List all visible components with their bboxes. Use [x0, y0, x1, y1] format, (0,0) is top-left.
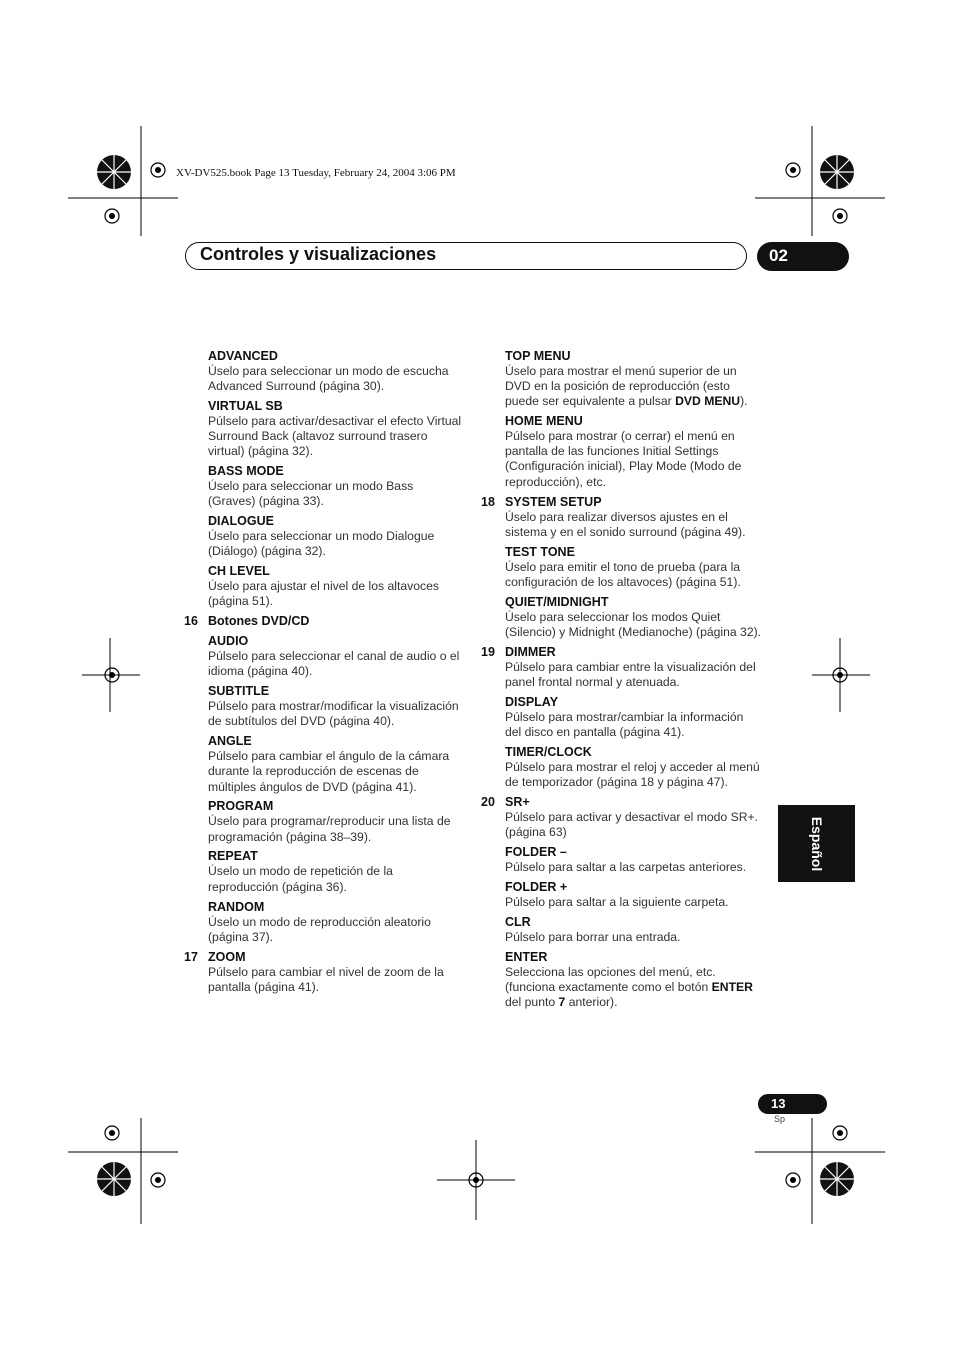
control-name — [505, 349, 763, 364]
control-name-text: FOLDER – — [505, 845, 567, 860]
control-entry — [208, 634, 464, 680]
control-name-text: DIALOGUE — [208, 514, 274, 529]
control-description — [505, 760, 763, 791]
control-entry — [184, 614, 464, 629]
description-text: Úselo para seleccionar un modo Dialogue (Diálogo) (página 32). — [208, 529, 435, 559]
description-text: Selecciona las opciones del menú, etc. (funciona exactamente como el botón — [505, 964, 716, 994]
control-entry — [208, 399, 464, 460]
description-text: Púlselo para seleccionar el canal de audio o el idioma (página 40). — [208, 648, 460, 679]
control-name — [208, 799, 464, 814]
control-description — [505, 560, 763, 591]
control-entry — [505, 745, 763, 791]
description-text: Púlselo para cambiar el ángulo de la cámara durante la reproducción de escenas de múltiples ángulos de DVD (página 41). — [208, 748, 450, 794]
control-description — [505, 965, 763, 1011]
control-name — [208, 734, 464, 749]
control-entry — [505, 414, 763, 490]
control-name — [505, 545, 763, 560]
description-text: Púlselo para activar y desactivar el modo SR+. (página 63) — [505, 810, 759, 840]
description-text: Úselo un modo de repetición de la reproducción (página 36). — [208, 864, 393, 894]
description-text: Úselo para programar/reproducir una lista de programación (página 38–39). — [208, 814, 451, 844]
description-text: Púlselo para mostrar (o cerrar) el menú en pantalla de las funciones Initial Settings (Configuración inicial), Play Mode (Modo de reproducción), etc. — [505, 428, 742, 489]
control-name — [208, 464, 464, 479]
control-description — [208, 529, 464, 560]
description-text: Púlselo para saltar a las carpetas anteriores. — [505, 860, 747, 875]
control-name-text: SR+ — [505, 795, 530, 810]
control-name-text: TOP MENU — [505, 348, 571, 363]
control-name — [208, 564, 464, 579]
control-name — [208, 399, 464, 414]
control-name — [481, 795, 763, 810]
control-description — [505, 510, 763, 541]
description-text: Púlselo para borrar una entrada. — [505, 929, 681, 944]
control-description — [505, 429, 763, 490]
control-entry — [208, 464, 464, 510]
control-entry — [208, 349, 464, 395]
control-entry — [505, 880, 763, 910]
control-name-text: ENTER — [505, 949, 548, 964]
control-name — [208, 849, 464, 864]
description-text: Púlselo para saltar a la siguiente carpeta. — [505, 895, 729, 910]
control-name-text: SUBTITLE — [208, 683, 270, 698]
item-number: 17 — [184, 949, 198, 964]
control-name-text: PROGRAM — [208, 799, 274, 814]
control-name-text: DISPLAY — [505, 694, 559, 709]
description-text: Úselo para seleccionar un modo de escucha Advanced Surround (página 30). — [208, 363, 449, 393]
chapter-number: 02 — [757, 242, 849, 271]
control-description — [208, 814, 464, 845]
control-name-text: TIMER/CLOCK — [505, 745, 592, 760]
page-title: Controles y visualizaciones — [200, 244, 437, 264]
control-entry — [184, 949, 464, 996]
control-name — [505, 845, 763, 860]
description-text: Púlselo para cambiar el nivel de zoom de la pantalla (página 41). — [208, 964, 444, 994]
description-text: Úselo para seleccionar un modo Bass (Graves) (página 33). — [208, 478, 414, 509]
control-description — [505, 895, 763, 910]
control-name — [505, 950, 763, 965]
control-entry — [208, 900, 464, 946]
control-entry — [505, 349, 763, 410]
control-name-text: RANDOM — [208, 899, 265, 914]
control-name-text: ANGLE — [208, 733, 252, 748]
control-entry — [208, 684, 464, 730]
control-name-text: BASS MODE — [208, 463, 284, 478]
control-name-text: CLR — [505, 914, 531, 929]
control-entry — [505, 595, 763, 641]
control-name — [505, 595, 763, 610]
left-column — [184, 344, 464, 995]
control-entry — [481, 795, 763, 841]
printer-info-line: XV-DV525.book Page 13 Tuesday, February 24, 2004 3:06 PM — [176, 167, 456, 179]
control-description — [208, 864, 464, 895]
control-description — [505, 364, 763, 410]
control-name — [505, 745, 763, 760]
control-description — [505, 930, 763, 945]
control-name-text: FOLDER + — [505, 880, 568, 895]
control-name — [505, 695, 763, 710]
control-description — [208, 649, 464, 680]
language-tab — [778, 805, 855, 882]
control-name-text: TEST TONE — [505, 544, 575, 559]
right-column — [481, 344, 763, 1011]
control-name-text: ADVANCED — [208, 348, 278, 363]
description-text: Úselo un modo de reproducción aleatorio (página 37). — [208, 914, 431, 944]
page-language-code: Sp — [774, 1114, 786, 1124]
description-text: ). — [740, 394, 748, 409]
control-name-text: AUDIO — [208, 633, 249, 648]
control-name-text: VIRTUAL SB — [208, 398, 283, 413]
control-name — [208, 514, 464, 529]
control-name — [184, 949, 464, 965]
control-entry — [505, 950, 763, 1011]
control-entry — [505, 545, 763, 591]
page-number: 13 — [758, 1094, 827, 1114]
control-name-text: CH LEVEL — [208, 564, 270, 579]
item-number: 16 — [184, 614, 198, 629]
language-label: Español — [808, 816, 825, 871]
control-entry — [505, 915, 763, 945]
control-name — [481, 494, 763, 510]
control-description — [208, 699, 464, 730]
control-name-text: Botones DVD/CD — [208, 614, 310, 629]
description-text: Úselo para seleccionar los modos Quiet (Silencio) y Midnight (Medianoche) (página 32). — [505, 609, 762, 640]
control-name — [505, 880, 763, 895]
control-name-text: DIMMER — [505, 644, 556, 659]
description-text: Úselo para ajustar el nivel de los altavoces (página 51). — [208, 579, 440, 609]
control-name — [208, 349, 464, 364]
description-text: anterior). — [565, 995, 618, 1010]
control-description — [208, 414, 464, 460]
control-entry — [208, 734, 464, 795]
control-description — [208, 579, 464, 610]
description-text: Púlselo para cambiar entre la visualización del panel frontal normal y atenuada. — [505, 659, 756, 690]
description-text: Púlselo para mostrar/modificar la visualización de subtítulos del DVD (página 40). — [208, 698, 459, 729]
control-description — [505, 860, 763, 875]
description-text: Púlselo para activar/desactivar el efecto Virtual Surround Back (altavoz surround trasero virtual) (página 32). — [208, 413, 462, 459]
control-description — [505, 660, 763, 691]
control-name — [184, 614, 464, 629]
description-text: Púlselo para mostrar/cambiar la información del disco en pantalla (página 41). — [505, 709, 744, 740]
control-description — [505, 810, 763, 841]
bold-reference: ENTER — [711, 979, 753, 994]
description-text: Úselo para realizar diversos ajustes en el sistema y en el sonido surround (página 49). — [505, 509, 746, 539]
control-name — [208, 684, 464, 699]
control-name-text: HOME MENU — [505, 413, 583, 428]
control-name — [208, 900, 464, 915]
control-name-text: SYSTEM SETUP — [505, 494, 602, 509]
control-description — [208, 915, 464, 946]
control-description — [208, 364, 464, 395]
control-entry — [481, 644, 763, 691]
item-number: 20 — [481, 795, 495, 810]
control-entry — [208, 799, 464, 845]
control-entry — [505, 695, 763, 741]
control-description — [505, 610, 763, 641]
control-name — [481, 644, 763, 660]
control-name — [505, 915, 763, 930]
control-entry — [208, 564, 464, 610]
item-number: 18 — [481, 494, 495, 509]
description-text: Púlselo para mostrar el reloj y acceder al menú de temporizador (página 18 y página 47). — [505, 760, 760, 790]
control-description — [505, 710, 763, 741]
item-number: 19 — [481, 644, 495, 659]
control-description — [208, 749, 464, 795]
control-name-text: QUIET/MIDNIGHT — [505, 594, 609, 609]
control-entry — [208, 849, 464, 895]
bold-reference: 7 — [558, 995, 566, 1010]
control-description — [208, 965, 464, 996]
description-text: Úselo para emitir el tono de prueba (para la configuración de los altavoces) (página 51). — [505, 559, 741, 589]
bold-reference: DVD MENU — [675, 394, 741, 409]
description-text: del punto — [505, 995, 559, 1010]
description-text: Úselo para mostrar el menú superior de un DVD en la posición de reproducción (esto puede ser equivalente a pulsar — [505, 363, 737, 409]
control-name-text: ZOOM — [208, 949, 246, 964]
control-description — [208, 479, 464, 510]
control-name-text: REPEAT — [208, 849, 258, 864]
control-entry — [481, 494, 763, 541]
control-entry — [208, 514, 464, 560]
control-name — [505, 414, 763, 429]
control-entry — [505, 845, 763, 875]
control-name — [208, 634, 464, 649]
